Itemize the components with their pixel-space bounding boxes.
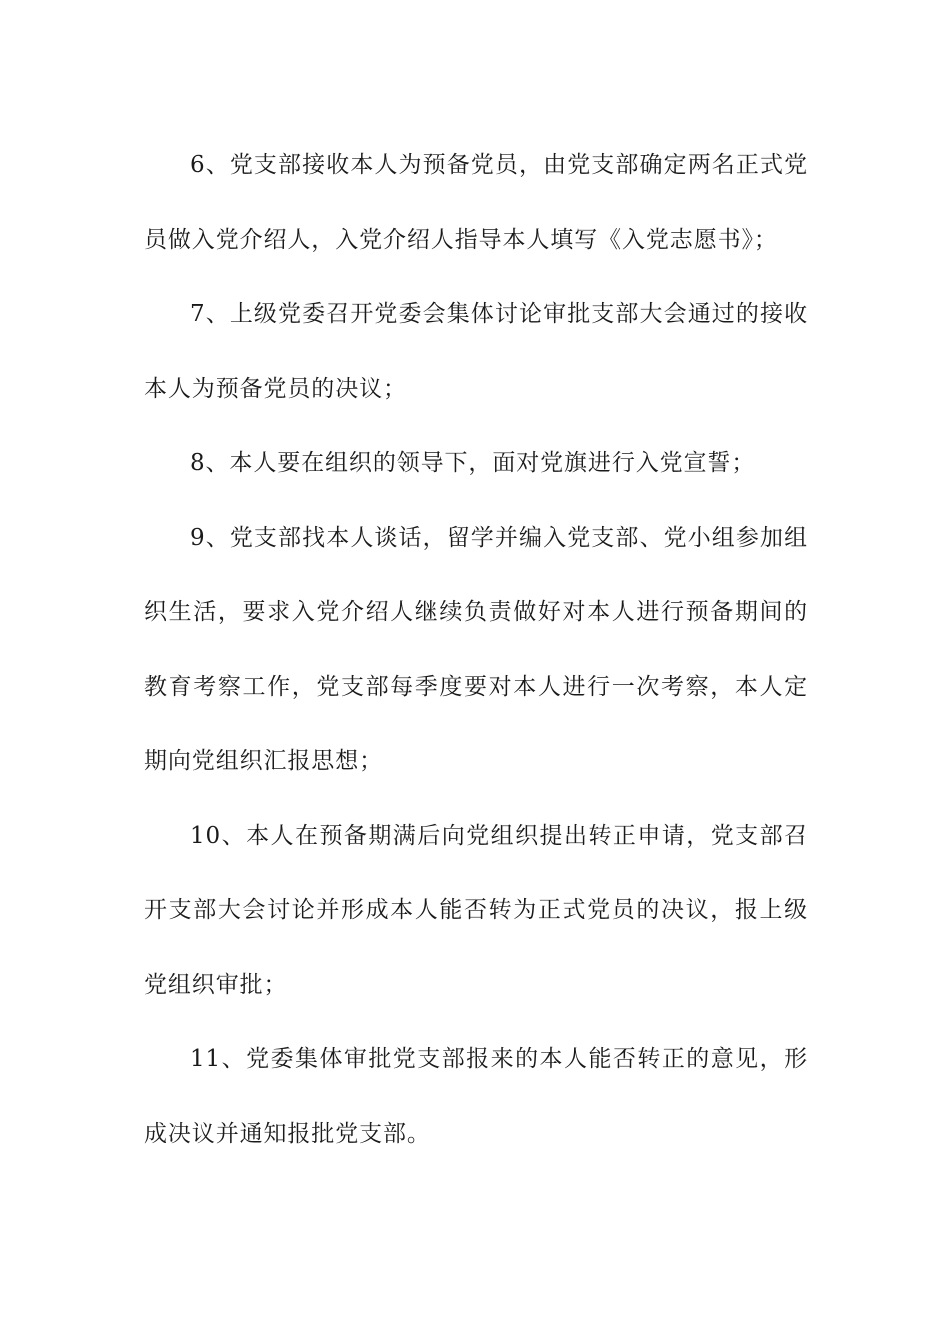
paragraph-step-8: 8、本人要在组织的领导下，面对党旗进行入党宣誓； [190, 450, 756, 476]
paragraph-step-11: 11、党委集体审批党支部报来的本人能否转正的意见，形成决议并通知报批党支部。 [144, 1046, 808, 1147]
document-body [144, 128, 808, 1171]
paragraph-step-9: 9、党支部找本人谈话，留学并编入党支部、党小组参加组织生活，要求入党介绍人继续负责做好对本人进行预备期间的教育考察工作，党支部每季度要对本人进行一次考察，本人定期向党组织汇报思想； [144, 524, 808, 774]
paragraph-step-6: 6、党支部接收本人为预备党员，由党支部确定两名正式党员做入党介绍人，入党介绍人指导本人填写《入党志愿书》； [144, 152, 808, 253]
paragraph-step-7: 7、上级党委召开党委会集体讨论审批支部大会通过的接收本人为预备党员的决议； [144, 301, 808, 402]
paragraph-step-10: 10、本人在预备期满后向党组织提出转正申请，党支部召开支部大会讨论并形成本人能否转为正式党员的决议，报上级党组织审批； [144, 822, 808, 998]
